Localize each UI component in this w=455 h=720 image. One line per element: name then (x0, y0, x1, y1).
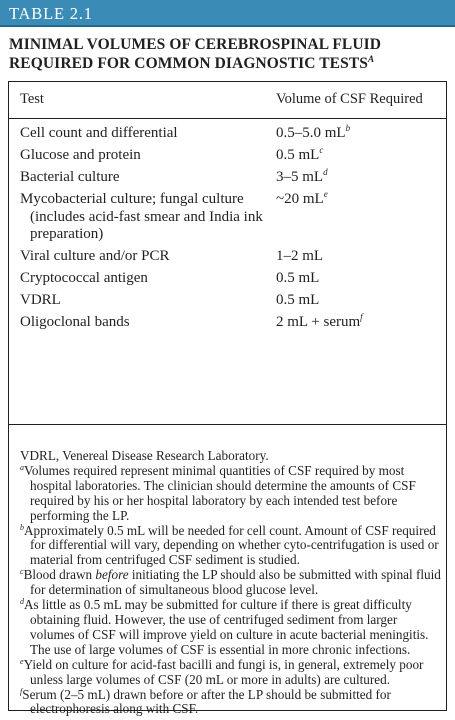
footnote-b: $^b$Approximately 0.5 mL will be needed for cell count. Amount of CSF required for differential will vary, depending on whether cyto-centrifugation is used or material from centrifuged CSF sediment is studied. (20, 522, 439, 568)
footnote-divider (9, 424, 446, 425)
footnote-mark: d (323, 167, 328, 177)
table-row (9, 268, 446, 290)
table-title-footnote-mark: A (368, 54, 375, 64)
footnote-mark: b (345, 123, 351, 133)
row-volume: 1–2 mL (276, 248, 324, 264)
table-label: TABLE 2.1 (9, 4, 93, 23)
footnote-d: $^d$As little as 0.5 mL may be submitted for culture if there is great difficulty obtaining fluid. However, the use of centrifuged sediment from larger volumes of CSF will improve yield on culture in acute bacterial meningitis. The use of large volumes of CSF is essential in more chronic infections. (20, 597, 429, 657)
footnote-a: $^a$Volumes required represent minimal quantities of CSF required by most hospital laboratories. The clinician should determine the amounts of CSF required by his or her hospital laboratory by each intended test before performing the LP. (20, 462, 416, 523)
table-header (9, 82, 446, 119)
row-volume: 2 mL + serum$^f$ (276, 312, 363, 330)
row-test: Cryptococcal antigen (20, 270, 148, 286)
row-test: Cell count and differential (20, 125, 178, 141)
table-row (9, 167, 446, 189)
header-volume: Volume of CSF Required (276, 91, 423, 107)
row-volume: ~20 $mL^e$ (276, 189, 328, 207)
table-title-text: MINIMAL VOLUMES OF CEREBROSPINAL FLUID REQUIRED FOR COMMON DIAGNOSTIC TESTS (9, 36, 382, 72)
table-row (9, 189, 446, 246)
header-test: Test (20, 91, 44, 107)
footnote-mark: f (360, 312, 363, 322)
table-row (9, 290, 446, 312)
table-row (9, 312, 446, 334)
table-box (8, 81, 447, 717)
table-body (9, 123, 446, 334)
table-label-bar (0, 0, 455, 27)
row-test: Glucose and protein (20, 147, 141, 163)
row-volume: 0.5 $mL^c$ (276, 145, 324, 163)
footnote-mark: e (323, 189, 328, 199)
table-row (9, 246, 446, 268)
row-test: Viral culture and/or PCR (20, 248, 170, 264)
footnotes (20, 449, 442, 717)
row-volume: 3–5 $mL^d$ (276, 167, 328, 185)
footnote-abbreviation: VDRL, Venereal Disease Research Laboratory. (20, 448, 269, 463)
row-test: VDRL (20, 292, 61, 308)
footnote-mark: c (319, 145, 324, 155)
footnote-c: $^c$Blood drawn before initiating the LP should also be submitted with spinal fluid for determination of simultaneous blood glucose level. (20, 567, 441, 598)
row-test: Bacterial culture (20, 169, 120, 185)
row-test: Mycobacterial culture; fungal culture (includes acid-fast smear and India ink preparation) (20, 191, 263, 242)
footnote-f: $^f$Serum (2–5 mL) drawn before or after the LP should be submitted for electrophoresis along with CSF. (20, 686, 391, 717)
table-title (9, 35, 449, 73)
row-volume: 0.5 mL (276, 270, 320, 286)
row-volume: 0.5 mL (276, 292, 320, 308)
row-test: Oligoclonal bands (20, 314, 130, 330)
table-row (9, 145, 446, 167)
footnote-e: $^e$Yield on culture for acid-fast bacilli and fungi is, in general, extremely poor unless large volumes of CSF (20 mL or more in adults) are cultured. (20, 656, 424, 687)
table-row (9, 123, 446, 145)
row-volume: 0.5–5.0 $mL^b$ (276, 123, 351, 141)
